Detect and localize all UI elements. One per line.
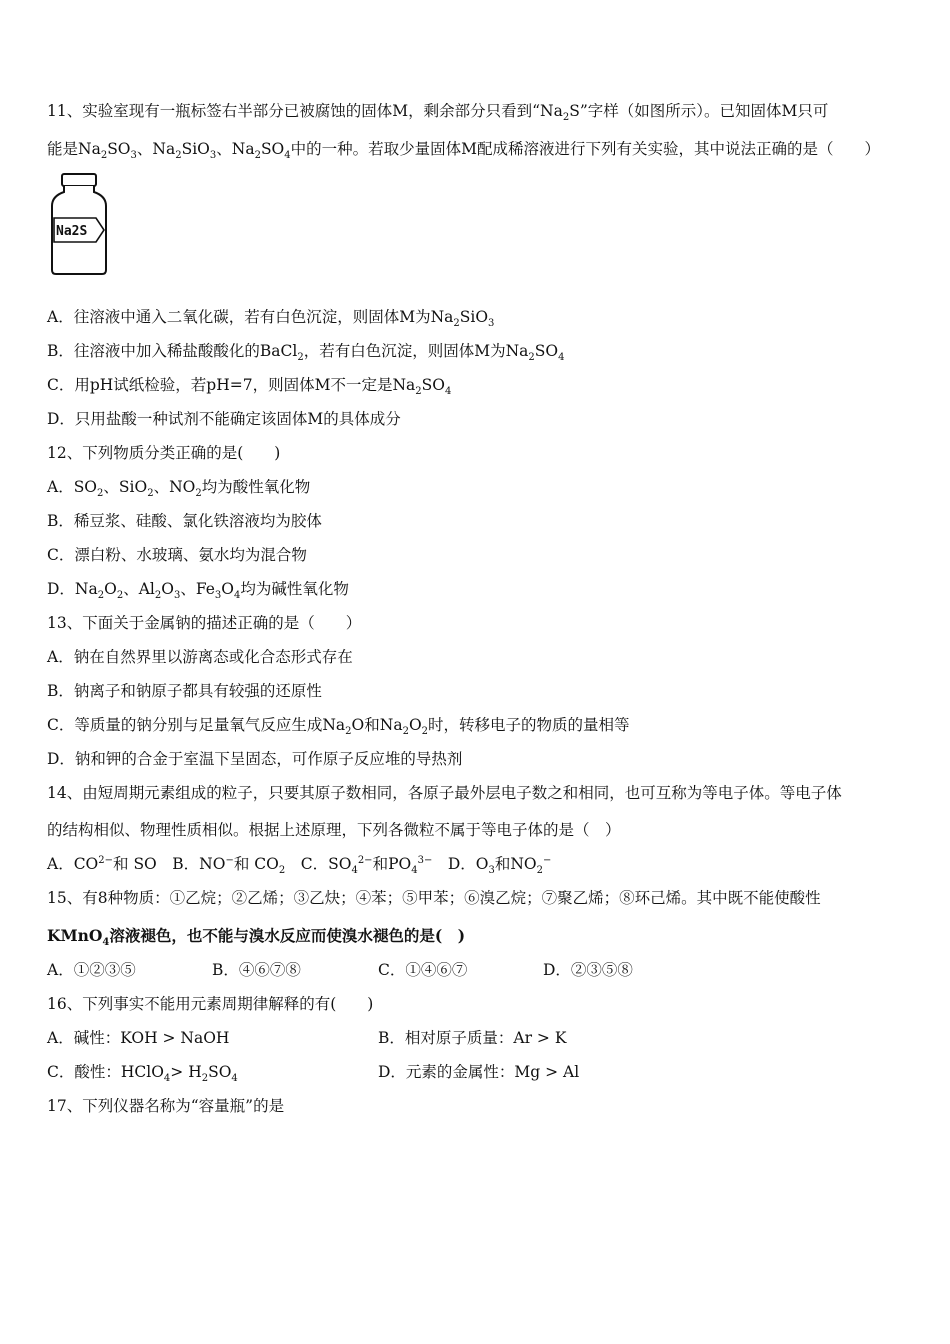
q14-option-a: A．$CO^{2-}$和 SO bbox=[47, 854, 157, 873]
q15-stem-line1: 15、有8种物质：①乙烷；②乙烯；③乙炔；④苯；⑤甲苯；⑥溴乙烷；⑦聚乙烯；⑧环己烯。其中既不能使酸性 bbox=[47, 889, 821, 907]
q16-option-a: A．碱性：KOH > NaOH bbox=[47, 1029, 230, 1047]
q12-stem: 12、下列物质分类正确的是( ) bbox=[47, 444, 281, 462]
q15-option-d: D．②③⑤⑧ bbox=[543, 961, 633, 979]
q14-option-b: B．NO−和 $CO_2$ bbox=[172, 854, 286, 877]
q15-option-c: C．①④⑥⑦ bbox=[378, 961, 468, 979]
q15-option-b: B．④⑥⑦⑧ bbox=[212, 961, 301, 979]
q14-options bbox=[47, 854, 552, 877]
bottle-label-text: Na2S bbox=[56, 224, 88, 239]
q11-stem-line2: 能是$Na_2SO_3$、$Na_2SiO_3$、$Na_2SO_4$中的一种。若取少量固体M配成稀溶液进行下列有关实验，其中说法正确的是（ ） bbox=[47, 140, 881, 162]
q12-option-d: D．$Na_2O_2$、$Al_2O_3$、$Fe_3O_4$均为碱性氧化物 bbox=[47, 580, 349, 602]
q14-option-c: C．$SO_4^{2-}$和$PO_4^{3-}$ bbox=[300, 854, 433, 877]
q13-option-b: B．钠离子和钠原子都具有较强的还原性 bbox=[47, 682, 322, 700]
q13-option-c: C．等质量的钠分别与足量氧气反应生成$Na_2O$和$Na_2O_2$时，转移电子的物质的量相等 bbox=[47, 716, 630, 738]
q16-stem: 16、下列事实不能用元素周期律解释的有( ) bbox=[47, 995, 374, 1013]
q12-option-a: A．$SO_2$、SiO$_2$、$NO_2$均为酸性氧化物 bbox=[47, 478, 311, 500]
q16-option-d: D．元素的金属性：Mg > Al bbox=[378, 1063, 580, 1081]
q14-stem-line1: 14、由短周期元素组成的粒子，只要其原子数相同，各原子最外层电子数之和相同，也可互称为等电子体。等电子体 bbox=[47, 784, 842, 802]
q14-option-d: D．$O_3$和$NO_2^-$ bbox=[447, 854, 552, 877]
q14-stem-line2: 的结构相似、物理性质相似。根据上述原理，下列各微粒不属于等电子体的是（ ） bbox=[47, 821, 621, 839]
q11-option-c: C．用pH试纸检验，若pH=7，则固体M不一定是$Na_2SO_4$ bbox=[47, 376, 452, 398]
q13-stem: 13、下面关于金属钠的描述正确的是（ ） bbox=[47, 614, 362, 632]
q12-option-c: C．漂白粉、水玻璃、氨水均为混合物 bbox=[47, 546, 307, 564]
q11-option-b: B．往溶液中加入稀盐酸酸化的BaCl$_2$，若有白色沉淀，则固体M为$Na_2SO_4$ bbox=[47, 342, 565, 364]
reagent-bottle-figure bbox=[48, 172, 110, 276]
q15-option-a: A．①②③⑤ bbox=[47, 961, 136, 979]
q11-option-a: A．往溶液中通入二氧化碳，若有白色沉淀，则固体M为$Na_2SiO_3$ bbox=[47, 308, 495, 330]
q11-option-d: D．只用盐酸一种试剂不能确定该固体M的具体成分 bbox=[47, 410, 401, 428]
q13-option-a: A．钠在自然界里以游离态或化合态形式存在 bbox=[47, 648, 353, 666]
q12-option-b: B．稀豆浆、硅酸、氯化铁溶液均为胶体 bbox=[47, 512, 322, 530]
q15-stem-line2: KMnO$_4$溶液褪色，也不能与溴水反应而使溴水褪色的是( ) bbox=[47, 926, 466, 949]
q17-stem: 17、下列仪器名称为“容量瓶”的是 bbox=[47, 1097, 285, 1115]
q16-option-c: C．酸性：HClO$_4$> $H_2SO_4$ bbox=[47, 1063, 238, 1085]
q16-option-b: B．相对原子质量：Ar > K bbox=[378, 1029, 567, 1047]
q13-option-d: D．钠和钾的合金于室温下呈固态，可作原子反应堆的导热剂 bbox=[47, 750, 463, 768]
q11-stem-line1: 11、实验室现有一瓶标签右半部分已被腐蚀的固体M，剩余部分只看到“$Na_2S$”字样（如图所示）。已知固体M只可 bbox=[47, 102, 829, 124]
